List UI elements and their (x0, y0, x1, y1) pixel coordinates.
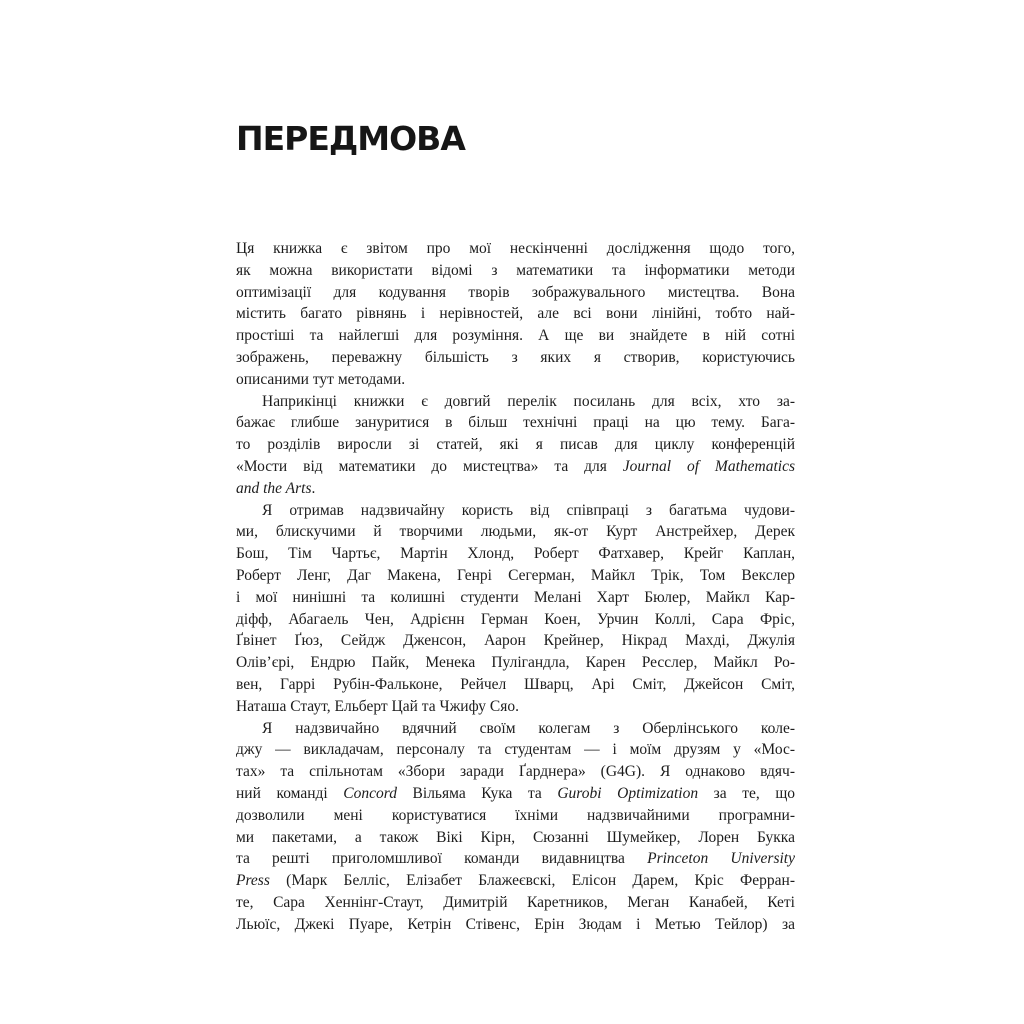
paragraph (236, 238, 795, 391)
italic-text-run: Concord (343, 784, 397, 802)
text-run: то розділів виросли зі статей, які я писав для циклу конференцій (236, 436, 795, 454)
text-run: Вільяма Кука та (396, 784, 558, 802)
paragraph (236, 391, 795, 500)
text-run: «Мости від математики до мистецтва» та для (236, 457, 623, 475)
text-line (236, 609, 795, 631)
italic-text-run: and the Arts (236, 479, 312, 497)
text-line (236, 827, 795, 849)
text-run: містить багато рівнянь і нерівностей, але всі вони лінійні, тобто най- (236, 305, 795, 323)
text-line (236, 761, 795, 783)
italic-text-run: Princeton University (647, 850, 795, 868)
text-run: бажає глибше зануритися в більш технічні праці на цю тему. Бага- (236, 414, 795, 432)
text-line (236, 456, 795, 478)
chapter-title: ПЕРЕДМОВА (236, 119, 465, 158)
text-line (236, 805, 795, 827)
text-line (236, 739, 795, 761)
text-line (236, 783, 795, 805)
text-line (236, 914, 795, 936)
text-run: Роберт Ленг, Даг Макена, Генрі Сегерман, Майкл Трік, Том Векслер (236, 566, 795, 584)
text-line (236, 543, 795, 565)
text-run: Я отримав надзвичайну користь від співпраці з багатьма чудови- (262, 501, 795, 519)
text-line (236, 652, 795, 674)
text-run: Льюїс, Джекі Пуаре, Кетрін Стівенс, Ерін Зюдам і Метью Тейлор) за (236, 915, 795, 933)
text-line (236, 260, 795, 282)
text-line (236, 848, 795, 870)
text-run: Наташа Стаут, Ельберт Цай та Чжифу Сяо. (236, 697, 519, 715)
text-run: зображень, переважну більшість з яких я створив, користуючись (236, 348, 795, 366)
text-line (236, 674, 795, 696)
text-run: за те, що (698, 784, 796, 802)
text-run: джу — викладачам, персоналу та студентам — і моїм друзям у «Мос- (236, 741, 795, 759)
text-run: те, Сара Хеннінг-Стаут, Димитрій Каретников, Меган Канабей, Кеті (236, 893, 795, 911)
italic-text-run: Press (236, 872, 270, 890)
text-run: як можна використати відомі з математики та інформатики методи (236, 261, 795, 279)
paragraph (236, 718, 795, 936)
text-run: Бош, Тім Чартьє, Мартін Хлонд, Роберт Фатхавер, Крейг Каплан, (236, 545, 795, 563)
text-run: Наприкінці книжки є довгий перелік посилань для всіх, хто за- (262, 392, 795, 410)
text-line (236, 434, 795, 456)
text-run: описаними тут методами. (236, 370, 406, 388)
text-line (236, 369, 795, 391)
text-run: ний команді (236, 784, 344, 802)
text-run: і мої нинішні та колишні студенти Мелані Харт Бюлер, Майкл Кар- (236, 588, 795, 606)
text-run: Ця книжка є звітом про мої нескінченні дослідження щодо того, (236, 240, 795, 257)
text-line (236, 391, 795, 413)
text-line (236, 303, 795, 325)
text-line (236, 696, 795, 718)
text-line (236, 478, 795, 500)
text-line (236, 892, 795, 914)
text-run: Олів’єрі, Ендрю Пайк, Менека Пулігандла, Карен Ресслер, Майкл Ро- (236, 654, 795, 672)
text-line (236, 565, 795, 587)
text-run: простіші та найлегші для розуміння. А ще ви знайдете в ній сотні (236, 327, 795, 345)
italic-text-run: Journal of Mathematics (622, 457, 795, 475)
paragraph (236, 500, 795, 718)
text-line (236, 282, 795, 304)
text-run: (Марк Белліс, Елізабет Блажеєвскі, Елісон Дарем, Кріс Ферран- (269, 872, 795, 890)
body-text (236, 238, 795, 936)
text-line (236, 718, 795, 740)
text-run: вен, Гаррі Рубін-Фальконе, Рейчел Шварц, Арі Сміт, Джейсон Сміт, (236, 675, 795, 693)
text-run: та решті приголомшливої команди видавництва (236, 850, 648, 868)
text-run: оптимізації для кодування творів зображувального мистецтва. Вона (236, 283, 795, 301)
text-run: . (311, 479, 316, 497)
text-run: ми пакетами, а також Вікі Кірн, Сюзанні Шумейкер, Лорен Букка (236, 828, 795, 846)
text-run: тах» та спільнотам «Збори заради Ґарднера» (G4G). Я однаково вдяч- (236, 763, 795, 781)
text-line (236, 870, 795, 892)
text-run: дозволили мені користуватися їхніми надзвичайними програмни- (236, 806, 795, 824)
text-line (236, 500, 795, 522)
text-line (236, 521, 795, 543)
text-run: діфф, Абагаель Чен, Адрієнн Герман Коен, Урчин Коллі, Сара Фріс, (236, 610, 795, 628)
italic-text-run: Gurobi Optimization (557, 784, 699, 802)
text-line (236, 412, 795, 434)
text-run: Ґвінет Ґюз, Сейдж Дженсон, Аарон Крейнер, Нікрад Махді, Джулія (236, 632, 795, 650)
text-line (236, 630, 795, 652)
text-line (236, 587, 795, 609)
text-run: Я надзвичайно вдячний своїм колегам з Оберлінського коле- (262, 719, 795, 737)
text-line (236, 238, 795, 260)
text-line (236, 347, 795, 369)
text-run: ми, блискучими й творчими людьми, як-от Курт Анстрейхер, Дерек (236, 523, 795, 541)
text-line (236, 325, 795, 347)
